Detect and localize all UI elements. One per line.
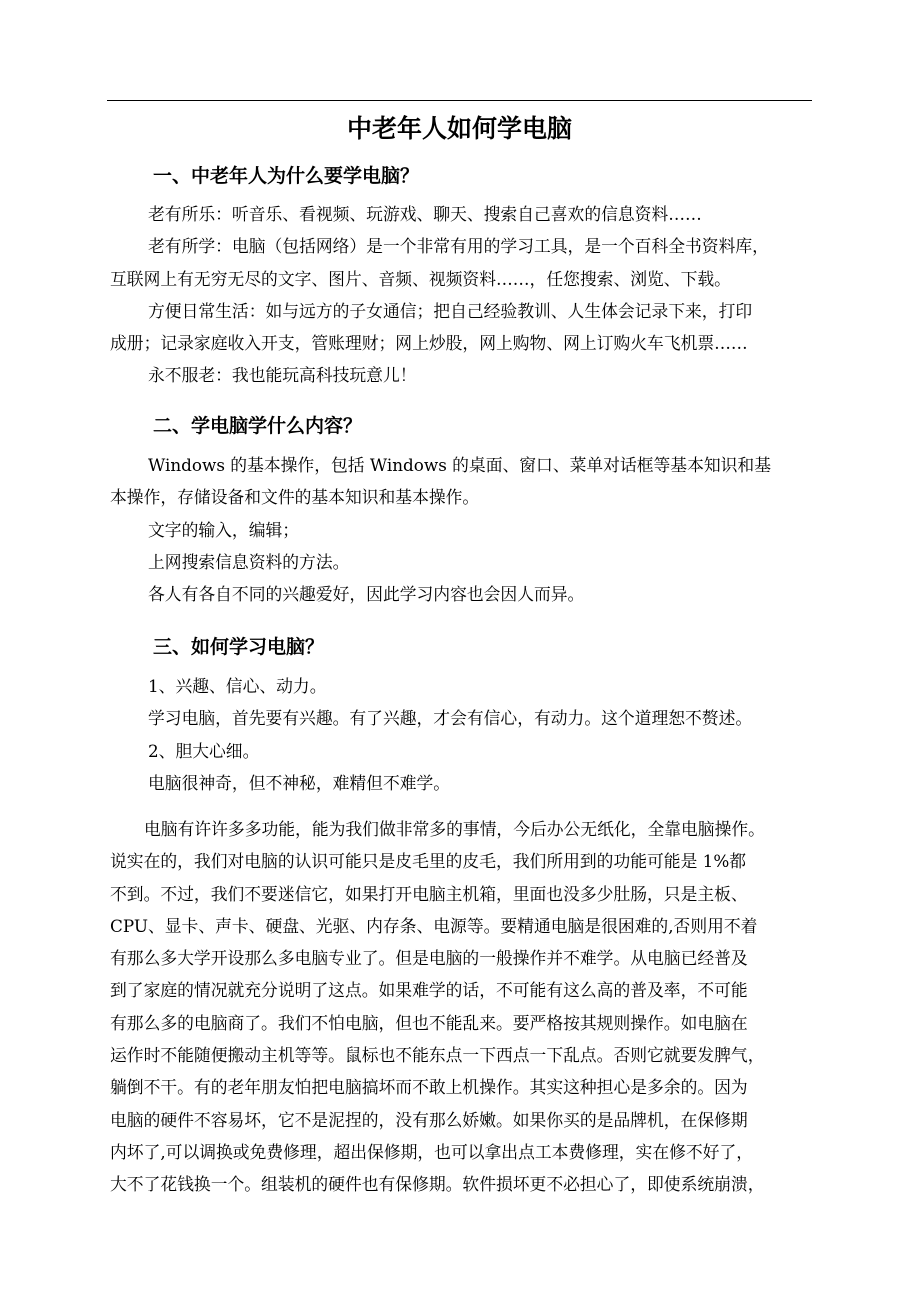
section-heading-3: 三、如何学习电脑？ (153, 636, 325, 658)
header-rule (107, 100, 812, 101)
text-line: 1、兴趣、信心、动力。 (148, 676, 327, 696)
text-line: 运作时不能随便搬动主机等等。鼠标也不能东点一下西点一下乱点。否则它就要发脾气， (110, 1045, 765, 1066)
text-line: 各人有各自不同的兴趣爱好，因此学习内容也会因人而异。 (148, 584, 585, 605)
text-line: 不到。不过，我们不要迷信它，如果打开电脑主机箱，里面也没多少肚肠，只是主板、 (110, 883, 748, 904)
text-line: 学习电脑，首先要有兴趣。有了兴趣，才会有信心，有动力。这个道理恕不赘述。 (148, 708, 753, 729)
section-heading-1: 一、中老年人为什么要学电脑？ (153, 165, 420, 187)
section-3-body (110, 670, 812, 799)
text-line: 互联网上有无穷无尽的文字、图片、音频、视频资料……，任您搜索、浏览、下载。 (110, 268, 731, 289)
text-line: 内坏了,可以调换或免费修理，超出保修期，也可以拿出点工本费修理，实在修不好了， (110, 1141, 754, 1162)
text-line: 2、胆大心细。 (148, 740, 260, 761)
text-line: 老有所学：电脑（包括网络）是一个非常有用的学习工具，是一个百科全书资料库， (148, 236, 769, 257)
text-line: 到了家庭的情况就充分说明了这点。如果难学的话，不可能有这么高的普及率，不可能 (110, 980, 748, 1001)
text-line: Windows 的基本操作，包括 Windows 的桌面、窗口、菜单对话框等基本知识和基 (148, 455, 771, 475)
text-line: 成册；记录家庭收入开支，管账理财；网上炒股，网上购物、网上订购火车飞机票…… (110, 333, 748, 354)
text-line: 文字的输入，编辑； (148, 519, 300, 540)
document-title: 中老年人如何学电脑 (346, 114, 572, 143)
text-line: 老有所乐：听音乐、看视频、玩游戏、聊天、搜索自己喜欢的信息资料…… (148, 204, 702, 224)
text-line: 有那么多大学开设那么多电脑专业了。但是电脑的一般操作并不难学。从电脑已经普及 (110, 948, 748, 969)
text-line: 躺倒不干。有的老年朋友怕把电脑搞坏而不敢上机操作。其实这种担心是多余的。因为 (110, 1077, 748, 1098)
text-line: 电脑的硬件不容易坏，它不是泥捏的，没有那么娇嫩。如果你买的是品牌机，在保修期 (110, 1109, 748, 1130)
text-line: CPU、显卡、声卡、硬盘、光驱、内存条、电源等。要精通电脑是很困难的,否则用不着 (110, 915, 758, 936)
text-line: 本操作，存储设备和文件的基本知识和基本操作。 (110, 487, 480, 508)
text-line: 有那么多的电脑商了。我们不怕电脑，但也不能乱来。要严格按其规则操作。如电脑在 (110, 1012, 748, 1033)
text-line: 大不了花钱换一个。组装机的硬件也有保修期。软件损坏更不必担心了，即使系统崩溃， (110, 1174, 765, 1195)
section-1-body (110, 198, 812, 392)
section-heading-2: 二、学电脑学什么内容？ (153, 415, 363, 437)
section-2-body (110, 449, 812, 610)
text-line: 电脑有许许多多功能，能为我们做非常多的事情，今后办公无纸化，全靠电脑操作。 (144, 819, 765, 839)
text-line: 说实在的，我们对电脑的认识可能只是皮毛里的皮毛，我们所用到的功能可能是 1%都 (110, 851, 747, 872)
text-line: 上网搜索信息资料的方法。 (148, 551, 350, 572)
section-3-paragraph (110, 813, 812, 1201)
text-line: 电脑很神奇，但不神秘，难精但不难学。 (148, 772, 451, 793)
text-line: 方便日常生活：如与远方的子女通信；把自己经验教训、人生体会记录下来，打印 (148, 300, 753, 321)
text-line: 永不服老：我也能玩高科技玩意儿！ (148, 365, 417, 386)
